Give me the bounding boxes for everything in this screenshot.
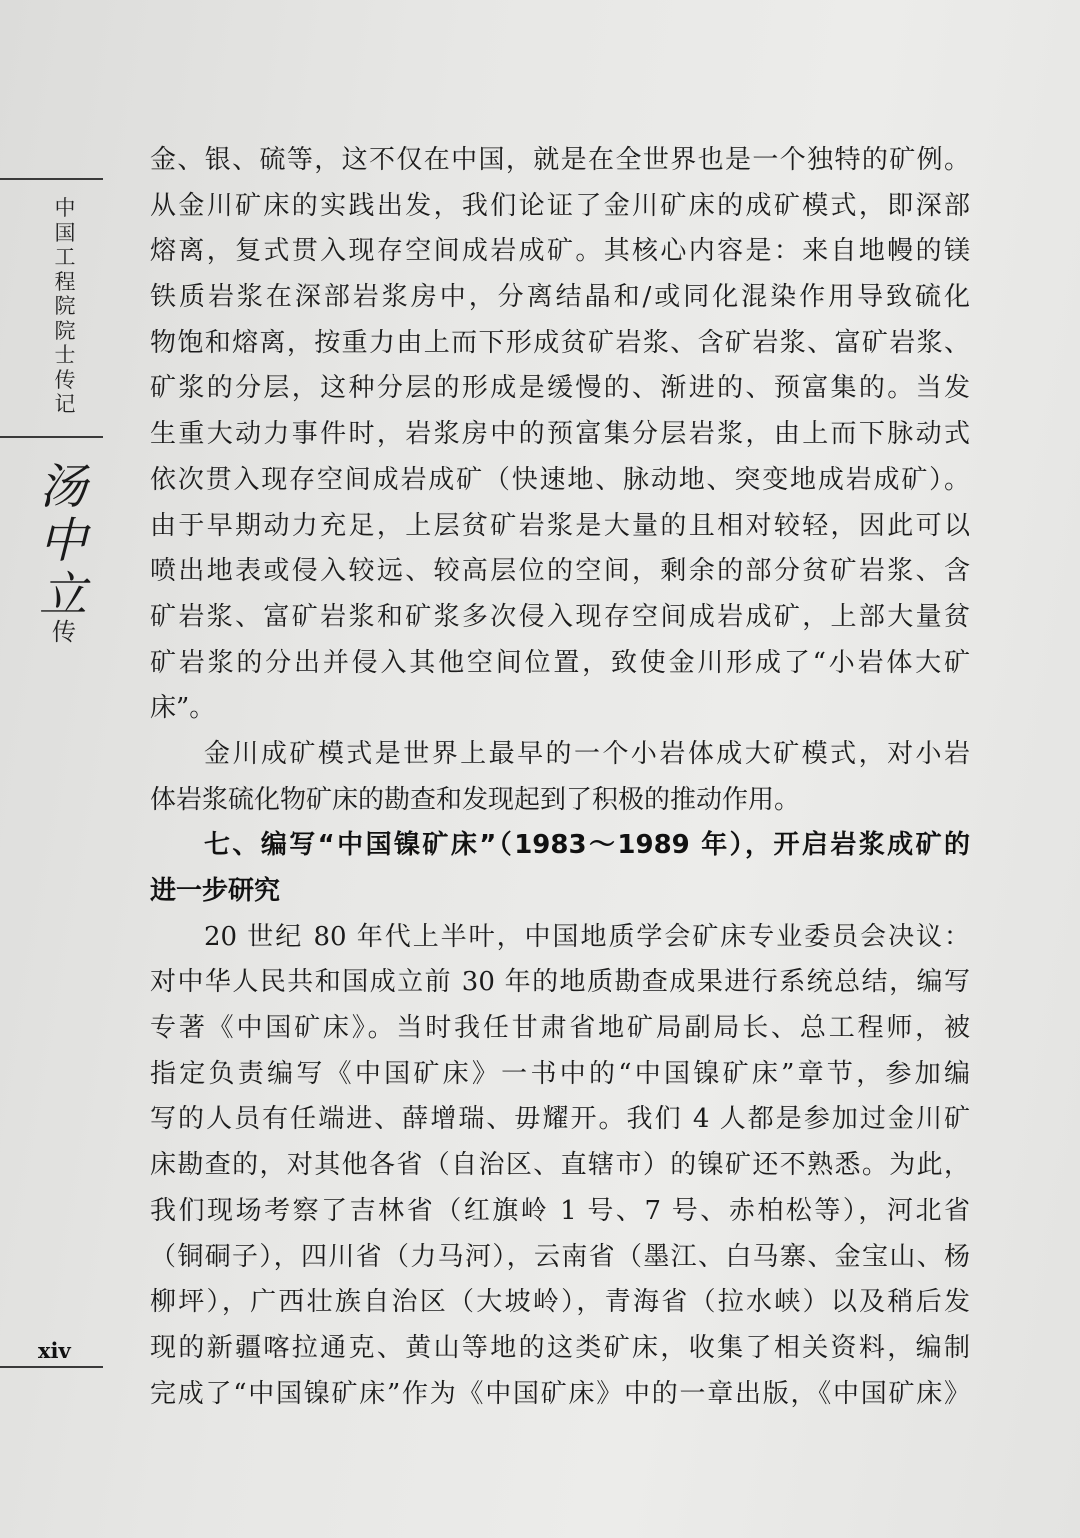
text-line: 写的人员有任端进、薛增瑞、毋耀开。我们 4 人都是参加过金川矿	[150, 1104, 970, 1135]
text-line: （铜硐子），四川省（力马河），云南省（墨江、白马寨、金宝山、杨	[150, 1241, 970, 1272]
text-line: 现的新疆喀拉通克、黄山等地的这类矿床，收集了相关资料，编制	[150, 1332, 970, 1363]
text-line: 床”。	[150, 693, 216, 724]
text-line: 喷出地表或侵入较远、较高层位的空间，剩余的部分贫矿岩浆、含	[150, 556, 970, 587]
book-name: 汤中立	[38, 459, 87, 623]
text-line: 物饱和熔离，按重力由上而下形成贫矿岩浆、含矿岩浆、富矿岩浆、	[150, 327, 970, 358]
text-line: 铁质岩浆在深部岩浆房中，分离结晶和/或同化混染作用导致硫化	[150, 282, 970, 313]
text-line: 专著《中国矿床》。当时我任甘肃省地矿局副局长、总工程师，被	[150, 1013, 970, 1044]
text-line: 从金川矿床的实践出发，我们论证了金川矿床的成矿模式，即深部	[150, 190, 970, 221]
text-line: 矿浆的分层，这种分层的形成是缓慢的、渐进的、预富集的。当发	[150, 373, 970, 404]
text-line: 20 世纪 80 年代上半叶，中国地质学会矿床专业委员会决议：	[204, 921, 970, 952]
page-number: xiv	[38, 1338, 71, 1363]
text-line: 由于早期动力充足，上层贫矿岩浆是大量的且相对较轻，因此可以	[150, 510, 970, 541]
sidebar-bottom-rule	[0, 1366, 103, 1368]
text-line: 熔离，复式贯入现存空间成岩成矿。其核心内容是：来自地幔的镁	[150, 236, 970, 267]
text-line: 依次贯入现存空间成岩成矿（快速地、脉动地、突变地成岩成矿）。	[150, 464, 970, 495]
text-line: 床勘查的，对其他各省（自治区、直辖市）的镍矿还不熟悉。为此，	[150, 1150, 970, 1181]
body-text	[150, 138, 970, 1417]
sidebar-middle-rule	[0, 436, 103, 438]
section-heading-line: 七、编写“中国镍矿床”（1983～1989 年），开启岩浆成矿的	[204, 830, 970, 861]
text-line: 矿岩浆、富矿岩浆和矿浆多次侵入现存空间成岩成矿，上部大量贫	[150, 601, 970, 632]
text-line: 完成了“中国镍矿床”作为《中国矿床》中的一章出版，《中国矿床》	[150, 1378, 970, 1409]
book-suffix: 传	[52, 618, 76, 646]
text-line: 柳坪），广西壮族自治区（大坡岭），青海省（拉水峡）以及稍后发	[150, 1287, 970, 1318]
series-title: 中国工程院院士传记	[54, 196, 76, 416]
text-line: 金川成矿模式是世界上最早的一个小岩体成大矿模式，对小岩	[204, 738, 970, 769]
text-line: 体岩浆硫化物矿床的勘查和发现起到了积极的推动作用。	[150, 784, 801, 815]
text-line: 指定负责编写《中国矿床》一书中的“中国镍矿床”章节，参加编	[150, 1058, 970, 1089]
text-line: 金、银、硫等，这不仅在中国，就是在全世界也是一个独特的矿例。	[150, 145, 970, 175]
sidebar-top-rule	[0, 178, 103, 180]
sidebar	[0, 0, 140, 1538]
text-line: 生重大动力事件时，岩浆房中的预富集分层岩浆，由上而下脉动式	[150, 419, 970, 450]
text-line: 矿岩浆的分出并侵入其他空间位置，致使金川形成了“小岩体大矿	[150, 647, 970, 678]
text-line: 我们现场考察了吉林省（红旗岭 1 号、7 号、赤柏松等），河北省	[150, 1195, 970, 1226]
text-line: 对中华人民共和国成立前 30 年的地质勘查成果进行系统总结，编写	[150, 967, 970, 998]
section-heading-line: 进一步研究	[150, 876, 281, 906]
